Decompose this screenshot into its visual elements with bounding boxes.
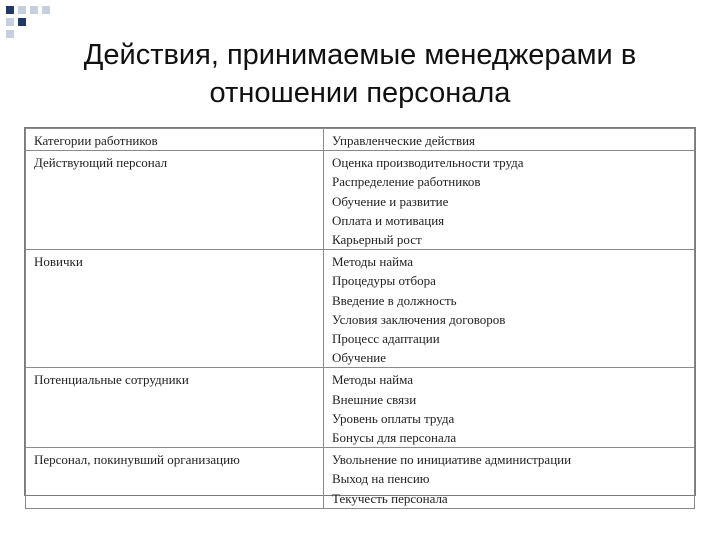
action-item: Бонусы для персонала (332, 430, 457, 446)
action-item: Внешние связи (332, 391, 417, 407)
action-item: Текучесть персонала (332, 490, 448, 506)
square-icon (6, 6, 14, 14)
title-line-1: Действия, принимаемые менеджерами в (83, 39, 637, 71)
square-icon (18, 6, 26, 14)
action-item: Методы найма (332, 372, 413, 388)
actions-cell (324, 448, 695, 509)
square-icon (30, 6, 38, 14)
page-title (30, 36, 690, 112)
action-item: Процесс адаптации (332, 331, 440, 347)
title-line-2: отношении персонала (209, 77, 511, 109)
action-item: Введение в должность (332, 292, 457, 308)
decorative-squares (0, 0, 60, 40)
square-icon (6, 18, 14, 26)
header-categories: Категории работников (26, 129, 324, 151)
square-icon (18, 18, 26, 26)
square-icon (6, 30, 14, 38)
action-item: Уровень оплаты труда (332, 410, 455, 426)
actions-cell (324, 368, 695, 448)
table-row (26, 368, 695, 448)
table-header-row (26, 129, 695, 151)
action-item: Методы найма (332, 254, 413, 270)
action-item: Условия заключения договоров (332, 311, 506, 327)
actions-cell (324, 151, 695, 250)
action-item: Обучение и развитие (332, 193, 449, 209)
action-item: Оплата и мотивация (332, 212, 445, 228)
action-item: Выход на пенсию (332, 471, 430, 487)
category-cell: Действующий персонал (26, 151, 324, 250)
action-item: Карьерный рост (332, 232, 422, 248)
category-cell: Новички (26, 250, 324, 368)
square-icon (42, 6, 50, 14)
action-item: Распределение работников (332, 174, 481, 190)
personnel-actions-table (24, 127, 696, 506)
category-cell: Персонал, покинувший организацию (26, 448, 324, 509)
action-item: Процедуры отбора (332, 273, 436, 289)
action-item: Обучение (332, 350, 386, 366)
header-actions: Управленческие действия (324, 129, 695, 151)
table-row (26, 448, 695, 509)
action-item: Увольнение по инициативе администрации (332, 452, 572, 468)
table-row (26, 250, 695, 368)
actions-cell (324, 250, 695, 368)
action-item: Оценка производительности труда (332, 155, 524, 171)
table-row (26, 151, 695, 250)
category-cell: Потенциальные сотрудники (26, 368, 324, 448)
table (25, 128, 695, 509)
